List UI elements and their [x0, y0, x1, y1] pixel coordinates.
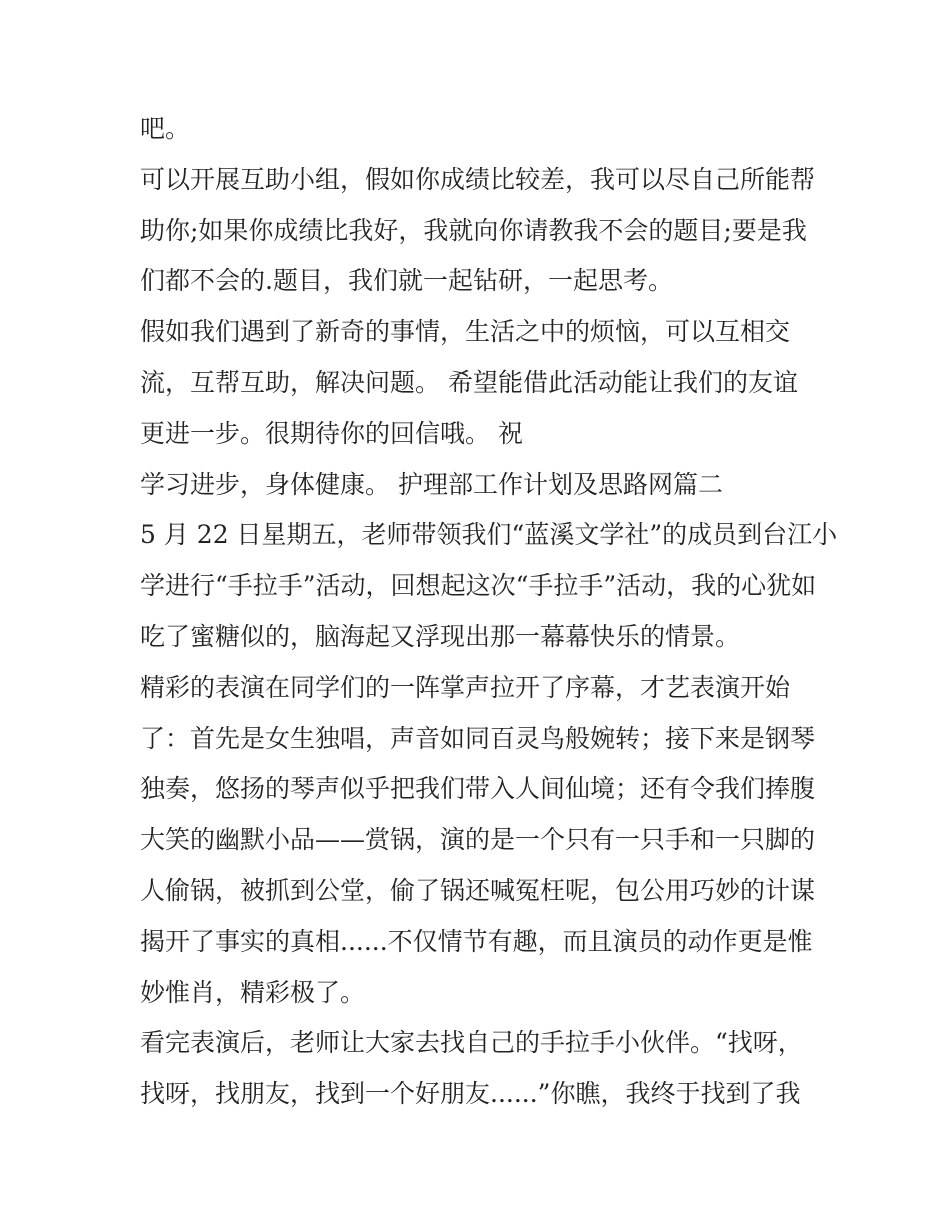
text-line: 人偷锅，被抓到公堂，偷了锅还喊冤枉呢，包公用巧妙的计谋: [140, 875, 816, 905]
text-line: 假如我们遇到了新奇的事情，生活之中的烦恼，可以互相交: [140, 317, 791, 347]
text-line: 学习进步，身体健康。 护理部工作计划及思路网篇二: [140, 469, 723, 499]
text-line: 找呀，找朋友，找到一个好朋友......”你瞧，我终于找到了我: [140, 1079, 801, 1109]
body-text: [140, 104, 838, 1120]
text-line: 可以开展互助小组，假如你成绩比较差，我可以尽自己所能帮: [140, 164, 816, 194]
text-line: 吃了蜜糖似的，脑海起又浮现出那一幕幕快乐的情景。: [140, 621, 741, 651]
text-line: 助你;如果你成绩比我好，我就向你请教我不会的题目;要是我: [140, 215, 807, 245]
text-line: 流，互帮互助，解决问题。 希望能借此活动能让我们的友谊: [140, 367, 798, 397]
text-line: 看完表演后，老师让大家去找自己的手拉手小伙伴。“找呀，: [140, 1028, 803, 1058]
text-line: 大笑的幽默小品——赏锅，演的是一个只有一只手和一只脚的: [140, 825, 816, 855]
text-line: 5 月 22 日星期五，老师带领我们“蓝溪文学社”的成员到台江小: [140, 520, 838, 550]
text-line: 揭开了事实的真相......不仅情节有趣，而且演员的动作更是惟: [140, 926, 813, 956]
text-line: 了：首先是女生独唱，声音如同百灵鸟般婉转；接下来是钢琴: [140, 723, 816, 753]
text-line: 独奏，悠扬的琴声似乎把我们带入人间仙境；还有令我们捧腹: [140, 774, 816, 804]
text-line: 们都不会的.题目，我们就一起钻研，一起思考。: [140, 266, 673, 296]
text-line: 更进一步。很期待你的回信哦。 祝: [140, 418, 523, 448]
text-line: 吧。: [140, 114, 191, 143]
text-line: 学进行“手拉手”活动，回想起这次“手拉手”活动，我的心犹如: [140, 571, 817, 601]
text-line: 妙惟肖，精彩极了。: [140, 977, 366, 1007]
text-line: 精彩的表演在同学们的一阵掌声拉开了序幕，才艺表演开始: [140, 672, 791, 702]
